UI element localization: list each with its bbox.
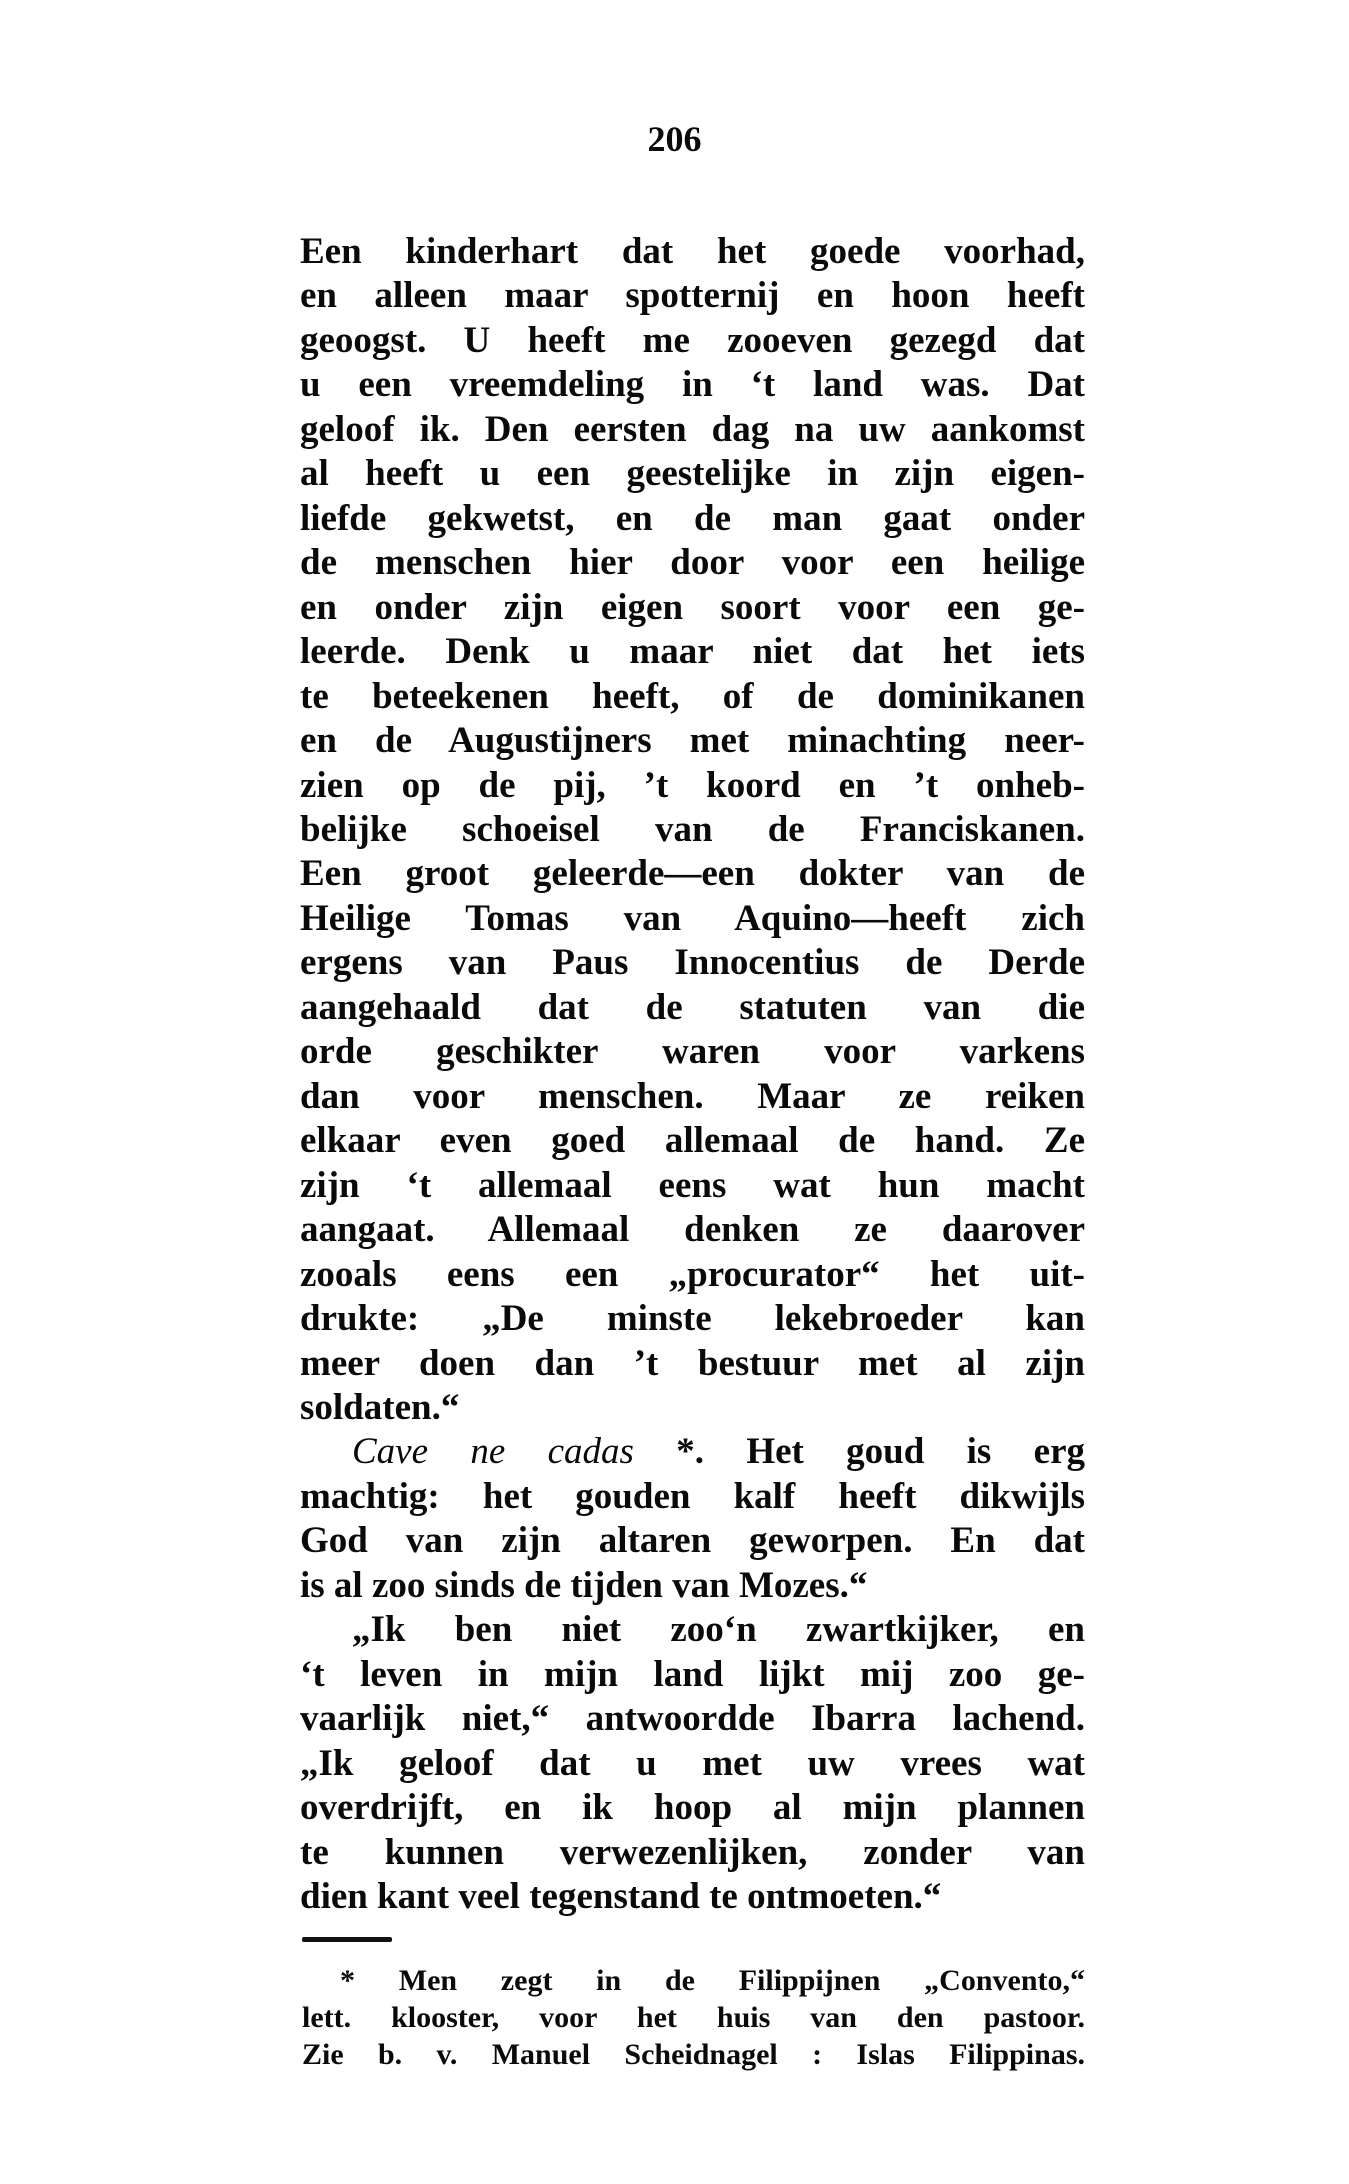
text-line: te kunnen verwezenlijken, zonder van (300, 1831, 1085, 1873)
text-line: te beteekenen heeft, of de dominikanen (300, 675, 1085, 717)
text-line: elkaar even goed allemaal de hand. Ze (300, 1120, 1085, 1162)
text-line: ergens van Paus Innocentius de Derde (300, 942, 1085, 984)
text-line: dan voor menschen. Maar ze reiken (300, 1075, 1085, 1117)
text-line: drukte: „De minste lekebroeder kan (300, 1298, 1085, 1340)
text-line: geoogst. U heeft me zooeven gezegd dat (300, 319, 1085, 361)
footnote-line: lett. klooster, voor het huis van den pastoor. (302, 2001, 1085, 2034)
text-line: vaarlijk niet,“ antwoordde Ibarra lachend. (300, 1698, 1085, 1740)
footnote-line: * Men zegt in de Filippijnen „Convento,“ (340, 1964, 1085, 1997)
text-line: machtig: het gouden kalf heeft dikwijls (300, 1475, 1085, 1517)
text-line: Een kinderhart dat het goede voorhad, (300, 231, 1085, 272)
footnote-rule (302, 1937, 392, 1942)
text-line: aangehaald dat de statuten van die (300, 986, 1085, 1028)
text-line: en de Augustijners met minachting neer- (300, 720, 1085, 762)
italic-phrase: Cave ne cadas (352, 1431, 634, 1473)
text-line: dien kant veel tegenstand te ontmoeten.“ (300, 1876, 942, 1918)
text-line: zijn ‘t allemaal eens wat hun macht (300, 1164, 1085, 1206)
text-line: zien op de pij, ’t koord en ’t onheb- (300, 764, 1085, 806)
text-line: belijke schoeisel van de Franciskanen. (300, 808, 1085, 850)
text-line: geloof ik. Den eersten dag na uw aankomst (300, 408, 1085, 450)
text-line: Heilige Tomas van Aquino—heeft zich (300, 897, 1085, 939)
text-line: „Ik geloof dat u met uw vrees wat (300, 1742, 1085, 1784)
text-line: liefde gekwetst, en de man gaat onder (300, 497, 1085, 539)
text-line: ‘t leven in mijn land lijkt mij zoo ge- (300, 1653, 1085, 1695)
text-line: orde geschikter waren voor varkens (300, 1031, 1085, 1073)
text-line: leerde. Denk u maar niet dat het iets (300, 631, 1085, 673)
text-line: meer doen dan ’t bestuur met al zijn (300, 1342, 1085, 1384)
text-line: zooals eens een „procurator“ het uit- (300, 1253, 1085, 1295)
text-line: en onder zijn eigen soort voor een ge- (300, 586, 1085, 628)
text-line (352, 1430, 1085, 1474)
text-line: u een vreemdeling in ‘t land was. Dat (300, 364, 1085, 406)
text-line: overdrijft, en ik hoop al mijn plannen (300, 1787, 1085, 1829)
text-line: aangaat. Allemaal denken ze daarover (300, 1209, 1085, 1251)
line-text: *. Het goud is erg (633, 1431, 1085, 1473)
text-line: de menschen hier door voor een heilige (300, 542, 1085, 584)
text-line: „Ik ben niet zoo‘n zwartkijker, en (352, 1609, 1085, 1651)
text-line: soldaten.“ (300, 1386, 460, 1428)
text-line: en alleen maar spotternij en hoon heeft (300, 275, 1085, 317)
text-line: God van zijn altaren geworpen. En dat (300, 1520, 1085, 1562)
page-number: 206 (647, 119, 702, 159)
text-line: Een groot geleerde—een dokter van de (300, 853, 1085, 895)
footnote-line: Zie b. v. Manuel Scheidnagel : Islas Filippinas. (302, 2038, 1085, 2071)
text-line: al heeft u een geestelijke in zijn eigen- (300, 453, 1085, 495)
text-line: is al zoo sinds de tijden van Mozes.“ (300, 1564, 868, 1606)
